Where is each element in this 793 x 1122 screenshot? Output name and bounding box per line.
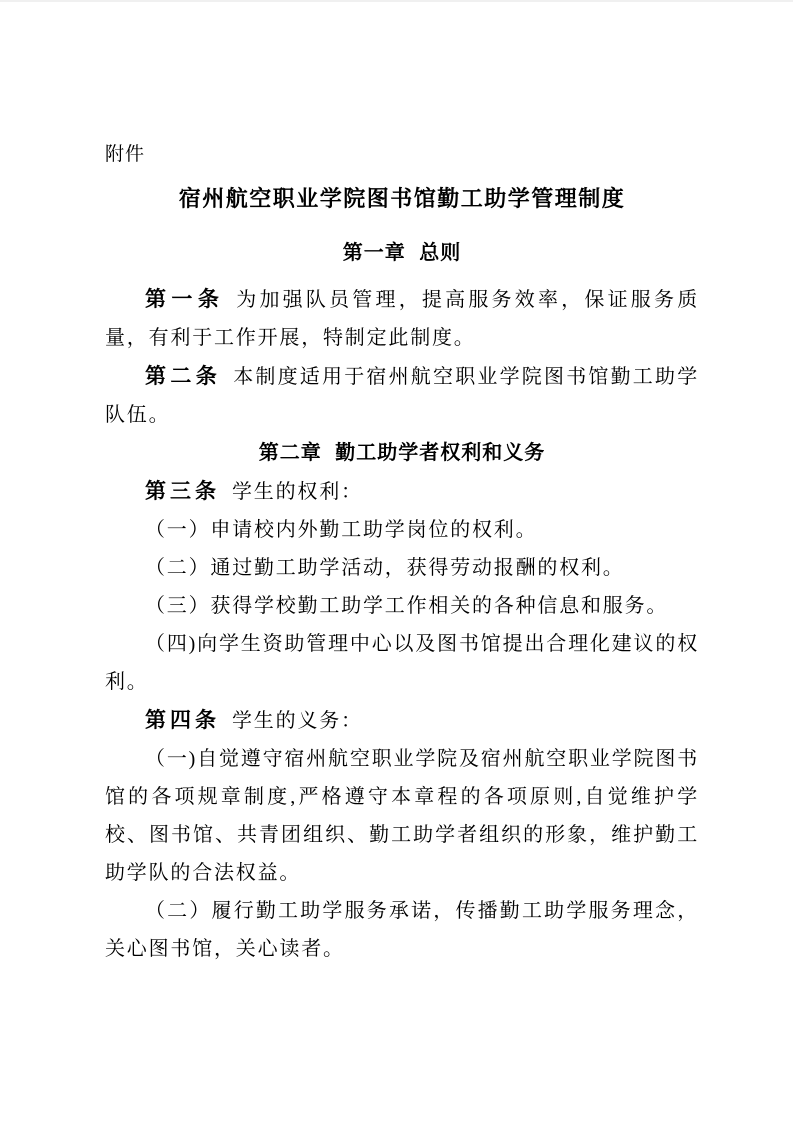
document-title: 宿州航空职业学院图书馆勤工助学管理制度 (178, 186, 626, 211)
article-3-label: 第三条 (145, 479, 220, 503)
chapter-2-heading: 第二章 勤工助学者权利和义务 (258, 442, 546, 464)
article-3-item-3: （三）获得学校勤工助学工作相关的各种信息和服务。 (145, 595, 669, 617)
article-2-text: 本制度适用于宿州航空职业学院图书馆勤工助学队伍。 (105, 366, 699, 426)
article-3-item-4: （四)向学生资助管理中心以及图书馆提出合理化建议的权利。 (105, 633, 699, 693)
article-4-text: 学生的义务： (232, 710, 363, 732)
article-2 (105, 357, 699, 434)
article-4-item-1: （一)自觉遵守宿州航空职业学院及宿州航空职业学院图书馆的各项规章制度,严格遵守本章程的各项原则,自觉维护学校、图书馆、共青团组织、勤工助学者组织的形象，维护勤工助学队的合法权益。 (105, 748, 699, 884)
chapter-1-heading: 第一章 总则 (342, 242, 462, 264)
article-4 (105, 701, 699, 740)
attachment-label: 附件 (105, 144, 146, 165)
article-1 (105, 280, 699, 357)
article-1-text: 为加强队员管理，提高服务效率，保证服务质量，有利于工作开展，特制定此制度。 (105, 289, 700, 349)
article-3 (105, 472, 699, 511)
article-2-label: 第二条 (145, 364, 222, 388)
article-4-label: 第四条 (145, 708, 220, 732)
article-3-item-1: （一）申请校内外勤工助学岗位的权利。 (145, 519, 538, 541)
article-1-label: 第一条 (145, 287, 225, 311)
article-4-item-2: （二）履行勤工助学服务承诺，传播勤工助学服务理念，关心图书馆，关心读者。 (105, 900, 699, 960)
article-3-text: 学生的权利： (232, 481, 363, 503)
article-3-item-2: （二）通过勤工助学活动，获得劳动报酬的权利。 (145, 557, 625, 579)
